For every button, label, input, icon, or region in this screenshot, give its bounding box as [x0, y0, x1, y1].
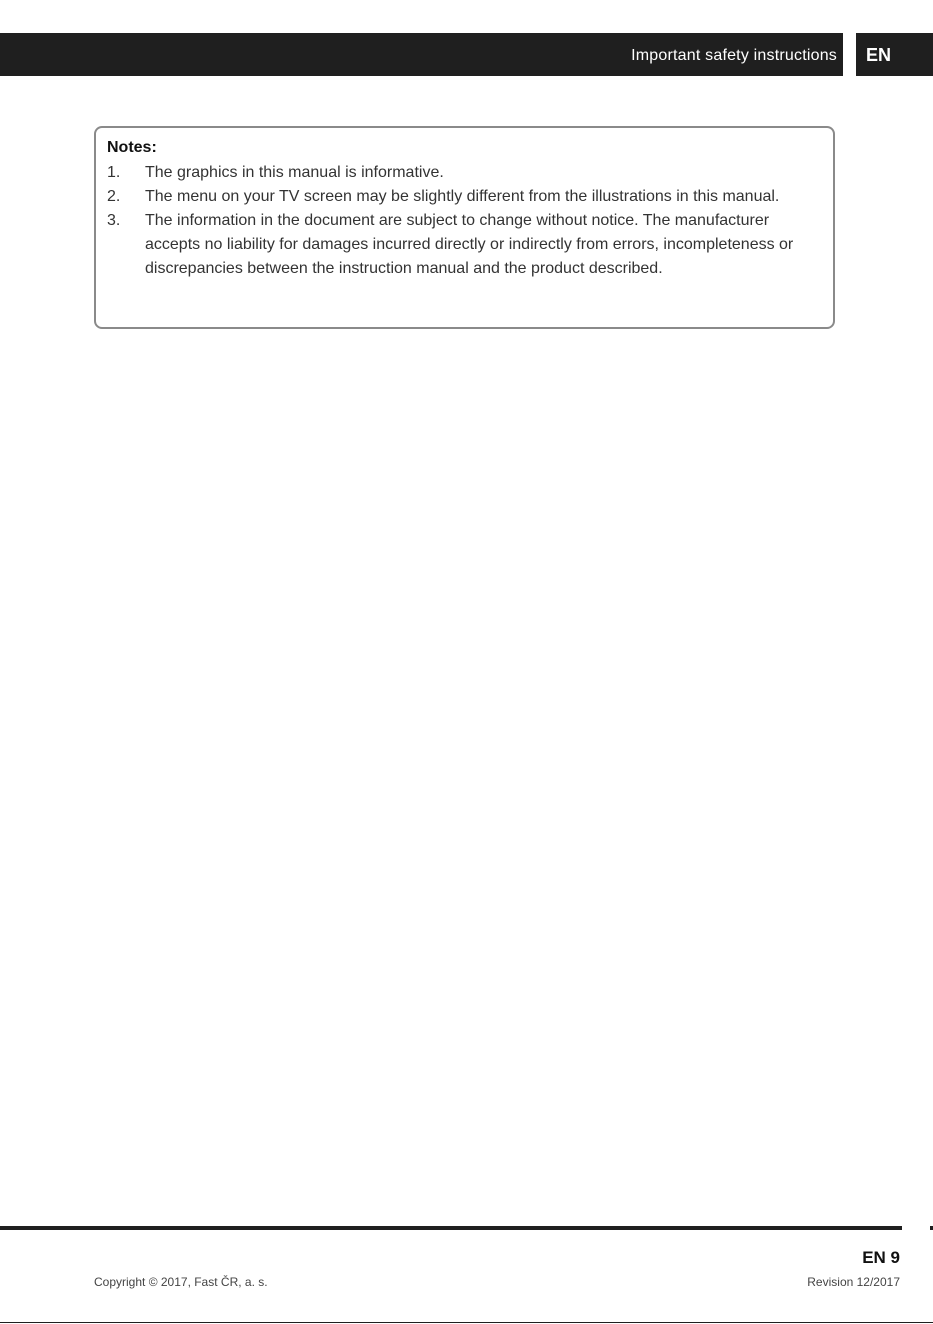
list-item	[107, 209, 819, 281]
notes-list	[107, 161, 819, 281]
language-tab	[856, 33, 933, 76]
bottom-divider	[0, 1322, 933, 1323]
list-item	[107, 185, 819, 209]
page-number: EN 9	[862, 1248, 900, 1267]
footer-divider	[0, 1226, 902, 1230]
section-title: Important safety instructions	[631, 47, 837, 64]
list-item-text: The graphics in this manual is informative.	[145, 164, 444, 181]
list-item-number: 2.	[107, 188, 121, 205]
list-item	[107, 161, 819, 185]
list-item-text: The menu on your TV screen may be slightly different from the illustrations in this manual.	[145, 188, 780, 205]
list-item-text: The information in the document are subject to change without notice. The manufacturer accepts no liability for damages incurred directly or indirectly from errors, incompleteness or discrepancies between the instruction manual and the product described.	[145, 212, 794, 277]
notes-title: Notes:	[107, 139, 157, 156]
header-bar	[0, 33, 843, 76]
notes-box	[94, 126, 835, 329]
list-item-number: 3.	[107, 212, 121, 229]
revision-text: Revision 12/2017	[807, 1275, 900, 1289]
list-item-number: 1.	[107, 164, 121, 181]
language-label: EN	[866, 45, 892, 65]
copyright-text: Copyright © 2017, Fast ČR, a. s.	[94, 1275, 268, 1289]
